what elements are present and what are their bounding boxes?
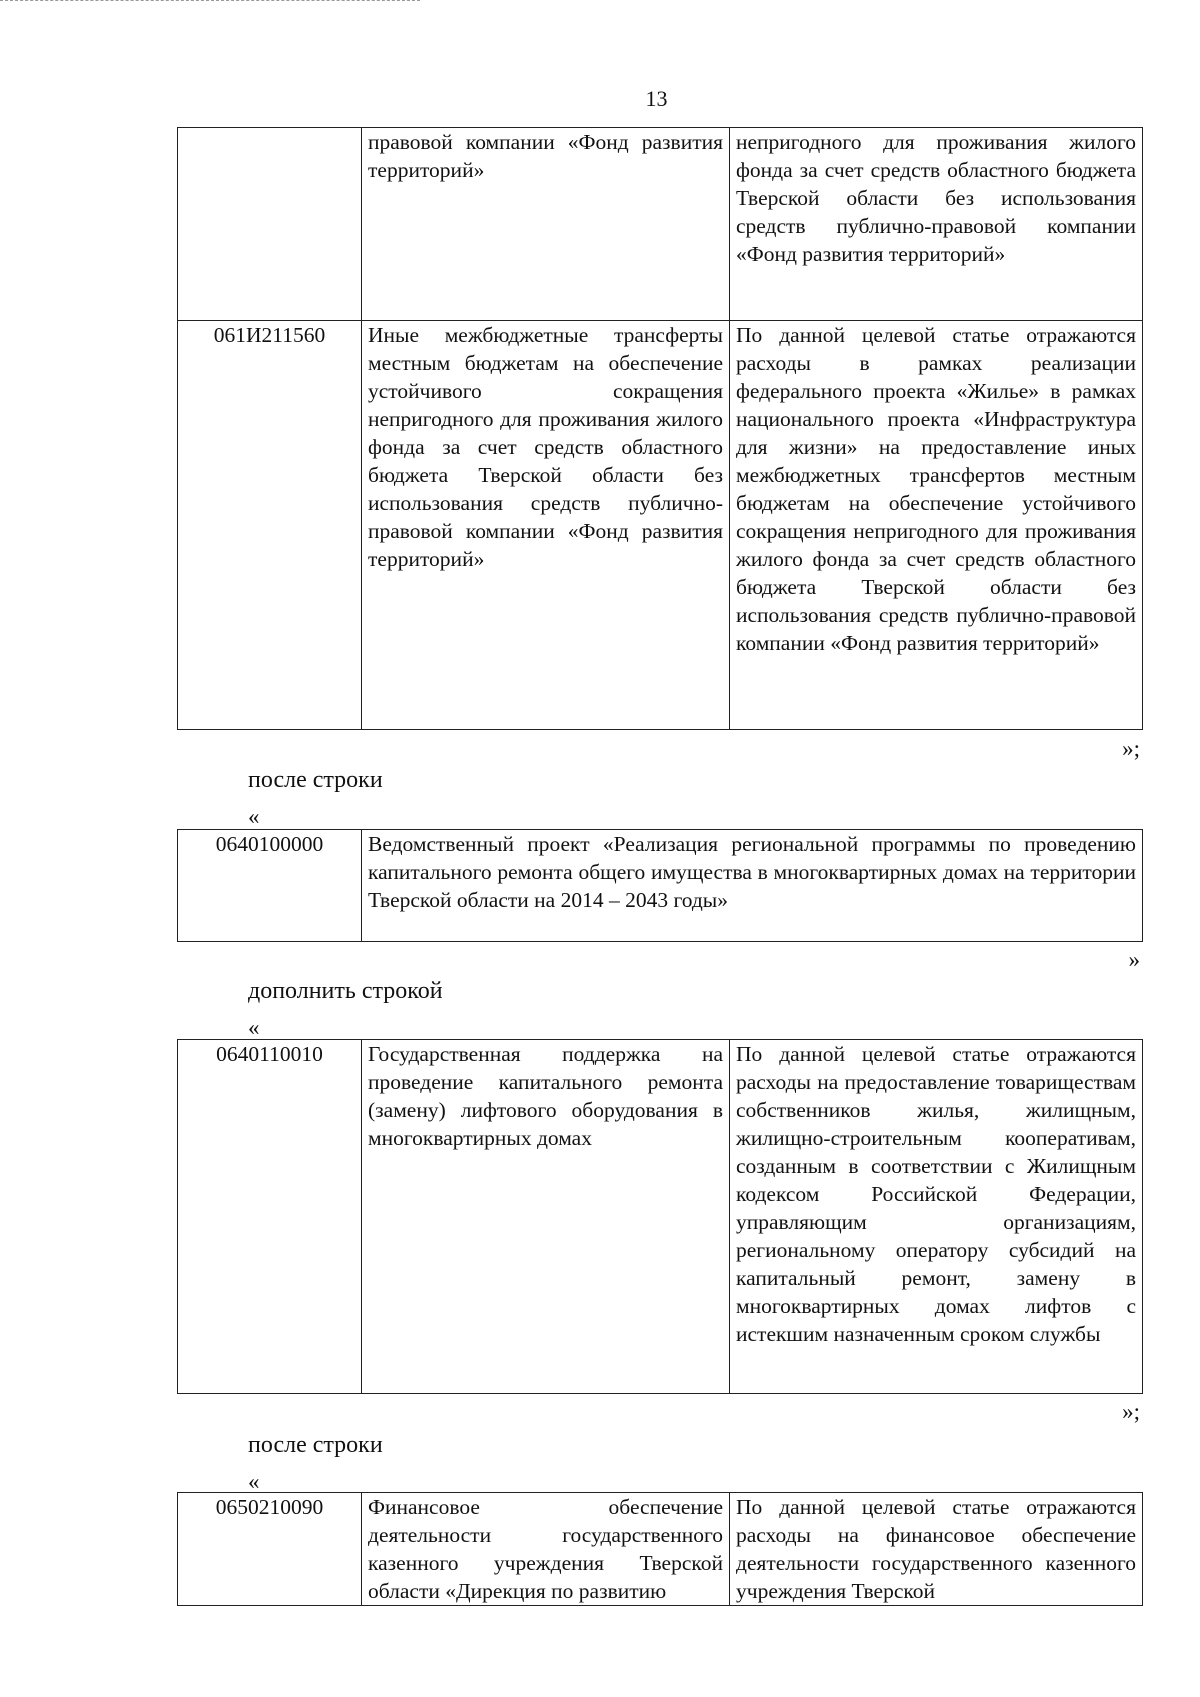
table-row [178, 830, 1143, 942]
page-number: 13 [645, 86, 668, 111]
opening-quote: « [248, 1469, 260, 1494]
closing-quote: »; [1122, 736, 1140, 761]
table-project-row [177, 829, 1143, 942]
table-row [178, 1040, 1143, 1394]
description-cell: По данной целевой статье отражаются расходы на предоставление товариществам собственников жилья, жилищным, жилищно-строительным кооперативам, созданным в соответствии с Жилищным кодексом Российской Федерации, управляющим организациям, региональному оператору субсидий на капитальный ремонт, замену в многоквартирных домах лифтов с истекшим назначенным сроком службы [730, 1040, 1143, 1394]
project-name-cell: Ведомственный проект «Реализация региональной программы по проведению капитального ремонта общего имущества в многоквартирных домах на территории Тверской области на 2014 – 2043 годы» [362, 830, 1143, 942]
instruction-after-row: после строки [248, 767, 383, 793]
name-cell: правовой компании «Фонд развития территорий» [362, 128, 730, 321]
code-cell: 0640110010 [178, 1040, 362, 1394]
name-cell: Иные межбюджетные трансферты местным бюджетам на обеспечение устойчивого сокращения непригодного для проживания жилого фонда за счет средств областного бюджета Тверской области без использования средств публично-правовой компании «Фонд развития территорий» [362, 321, 730, 730]
description-cell: По данной целевой статье отражаются расходы в рамках реализации федерального проекта «Жилье» в рамках национального проекта «Инфраструктура для жизни» на предоставление иных межбюджетных трансфертов местным бюджетам на обеспечение устойчивого сокращения непригодного для проживания жилого фонда за счет средств областного бюджета Тверской области без использования средств публично-правовой компании «Фонд развития территорий» [730, 321, 1143, 730]
table-new-row [177, 1039, 1143, 1394]
code-cell: 061И211560 [178, 321, 362, 730]
table-row [178, 321, 1143, 730]
table-row [178, 1493, 1143, 1606]
closing-quote: »; [1122, 1399, 1140, 1424]
table-row [178, 128, 1143, 321]
code-cell [178, 128, 362, 321]
table-continuation [177, 127, 1143, 730]
description-cell: непригодного для проживания жилого фонда за счет средств областного бюджета Тверской области без использования средств публично-правовой компании «Фонд развития территорий» [730, 128, 1143, 321]
opening-quote: « [248, 1015, 260, 1040]
name-cell: Финансовое обеспечение деятельности государственного казенного учреждения Тверской области «Дирекция по развитию [362, 1493, 730, 1606]
table-reference-row [177, 1492, 1143, 1606]
code-cell: 0650210090 [178, 1493, 362, 1606]
name-cell: Государственная поддержка на проведение капитального ремонта (замену) лифтового оборудования в многоквартирных домах [362, 1040, 730, 1394]
instruction-after-row: после строки [248, 1432, 383, 1458]
opening-quote: « [248, 804, 260, 829]
code-cell: 0640100000 [178, 830, 362, 942]
description-cell: По данной целевой статье отражаются расходы на финансовое обеспечение деятельности государственного казенного учреждения Тверской [730, 1493, 1143, 1606]
closing-quote: » [1128, 947, 1140, 972]
instruction-add-row: дополнить строкой [248, 978, 443, 1004]
scan-top-edge [0, 0, 420, 2]
